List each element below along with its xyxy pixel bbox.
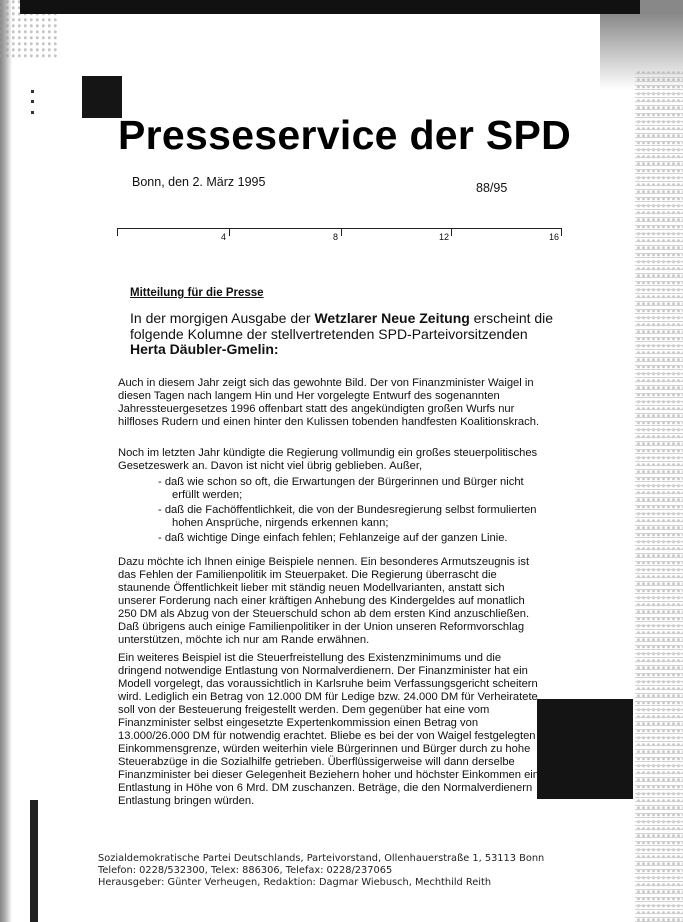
footer-publisher: Herausgeber: Günter Verheugen, Redaktion: Dagmar Wiebusch, Mechthild Reith: [98, 877, 492, 888]
scan-left-bottom-bar: [30, 800, 38, 922]
scan-top-band: [20, 0, 640, 14]
ruler-mark: 12: [439, 232, 450, 242]
newspaper-name: Wetzlarer Neue Zeitung: [314, 310, 470, 326]
list-item: [158, 532, 538, 545]
text-line: Finanzminister bei dieser Gelegenheit Beziehern hoher und höchster Einkommen ein: [118, 769, 540, 781]
text-line: 250 DM als Abzug von der Steuerschuld schon ab dem ersten Kind anzuschließen.: [118, 608, 530, 620]
ruler-mark: 4: [221, 232, 227, 242]
ruler-mark: 16: [549, 232, 560, 242]
registration-block-top-left: [82, 76, 122, 118]
paragraph-1: [118, 377, 546, 429]
footer-address: Sozialdemokratische Partei Deutschlands, Parteivorstand, Ollenhauerstraße 1, 53113 Bonn: [98, 853, 545, 864]
ruler-mark: 8: [333, 232, 339, 242]
text-line: dringend notwendige Entlastung von Normalverdienern. Der Finanzminister hat ein: [118, 665, 528, 677]
text-line: diesen Tagen nach langem Hin und Her vorgelegte Entwurf des sogenannten: [118, 390, 500, 402]
reference-number: 88/95: [476, 181, 508, 195]
registration-block-right: [537, 699, 633, 799]
intro-text: [130, 311, 560, 358]
text-line: Daß übrigens auch einige Familienpolitiker in der Union unseren Reformvorschlag: [118, 621, 525, 633]
text-line: Gesetzeswerk an. Davon ist nicht viel übrig geblieben. Außer,: [118, 460, 423, 472]
paragraph-3: [118, 556, 548, 647]
dateline: Bonn, den 2. März 1995: [132, 175, 266, 189]
bullet-text-cont: erfüllt werden;: [172, 489, 243, 501]
text-line: Ein weiteres Beispiel ist die Steuerfreistellung des Existenzminimums und die: [118, 652, 502, 664]
footer-contact: Telefon: 0228/532300, Telex: 886306, Telefax: 0228/237065: [98, 865, 393, 876]
bullet-text: - daß die Fachöffentlichkeit, die von der Bundesregierung selbst formulierten: [158, 504, 537, 516]
list-item: [158, 476, 538, 502]
text-line: soll von der Besteuerung freigestellt werden. Dem gegenüber hat eine vom: [118, 704, 490, 716]
masthead-title: Presseservice der SPD: [118, 112, 572, 158]
text-line: Entlastung bringen würden.: [118, 795, 255, 807]
text-line: Modell vorgelegt, das voraussichtlich in Karlsruhe beim Verfassungsgericht scheitern: [118, 678, 538, 690]
paragraph-4: [118, 652, 550, 808]
scan-right-edge: [635, 70, 683, 922]
text-line: unterstützen, möchte ich nur am Rande erwähnen.: [118, 634, 370, 646]
bullet-list: [158, 476, 538, 547]
footer: [98, 853, 544, 889]
text-line: Finanzminister selbst eingesetzte Expertenkommission einen Betrag von: [118, 717, 479, 729]
text-line: Steuerabzüge in die Sozialhilfe getrieben. Überflüssigerweise will dann derselbe: [118, 756, 515, 768]
bullet-text: - daß wie schon so oft, die Erwartungen der Bürgerinnen und Bürger nicht: [158, 476, 524, 488]
text-line: 13.000/26.000 DM für notwendig erachtet. Bliebe es bei der von Waigel festgelegten: [118, 730, 536, 742]
intro-line2: folgende Kolumne der stellvertretenden SPD-Parteivorsitzenden: [130, 325, 528, 342]
press-release-heading: Mitteilung für die Presse: [130, 287, 264, 299]
list-item: [158, 504, 538, 530]
intro-line1-post: erscheint die: [469, 310, 554, 326]
text-line: unserer Forderung nach einer kräftigen Anhebung des Kindergeldes auf monatlich: [118, 595, 525, 607]
text-line: Auch in diesem Jahr zeigt sich das gewohnte Bild. Der von Finanzminister Waigel in: [118, 377, 534, 389]
text-line: Dazu möchte ich Ihnen einige Beispiele nennen. Ein besonderes Armutszeugnis ist: [118, 556, 530, 568]
ruler: [117, 228, 562, 244]
text-line: hilfloses Rudern und einen hinter den Kulissen tobenden handfesten Koalitionskrach.: [118, 416, 540, 428]
text-line: wird. Lediglich ein Betrag von 12.000 DM für Ledige bzw. 24.000 DM für Verheiratete: [118, 691, 538, 703]
text-line: das Fehlen der Familienpolitik im Steuerpaket. Die Regierung überrascht die: [118, 569, 497, 581]
bullet-text-cont: hohen Ansprüche, nirgends erkennen kann;: [172, 517, 389, 529]
scan-left-edge: [0, 0, 12, 922]
text-line: Einkommensgrenze, würden weiterhin viele Bürgerinnen und Bürger durch zu hohe: [118, 743, 531, 755]
text-line: Entlastung in Höhe von 6 Mrd. DM zuschanzen. Beträge, die den Normalverdienern: [118, 782, 533, 794]
author-name: Herta Däubler-Gmelin:: [130, 341, 279, 357]
text-line: staunende Öffentlichkeit lieber mit ständig neuen Modellvarianten, anstatt sich: [118, 582, 505, 594]
paragraph-2: [118, 447, 546, 473]
intro-line1-pre: In der morgigen Ausgabe der: [130, 310, 315, 326]
text-line: Noch im letzten Jahr kündigte die Regierung vollmundig ein großes steuerpolitisches: [118, 447, 538, 459]
text-line: Jahressteuergesetzes 1996 offenbart statt des angekündigten großen Wurfs nur: [118, 403, 515, 415]
bullet-text: - daß wichtige Dinge einfach fehlen; Fehlanzeige auf der ganzen Linie.: [158, 532, 508, 544]
